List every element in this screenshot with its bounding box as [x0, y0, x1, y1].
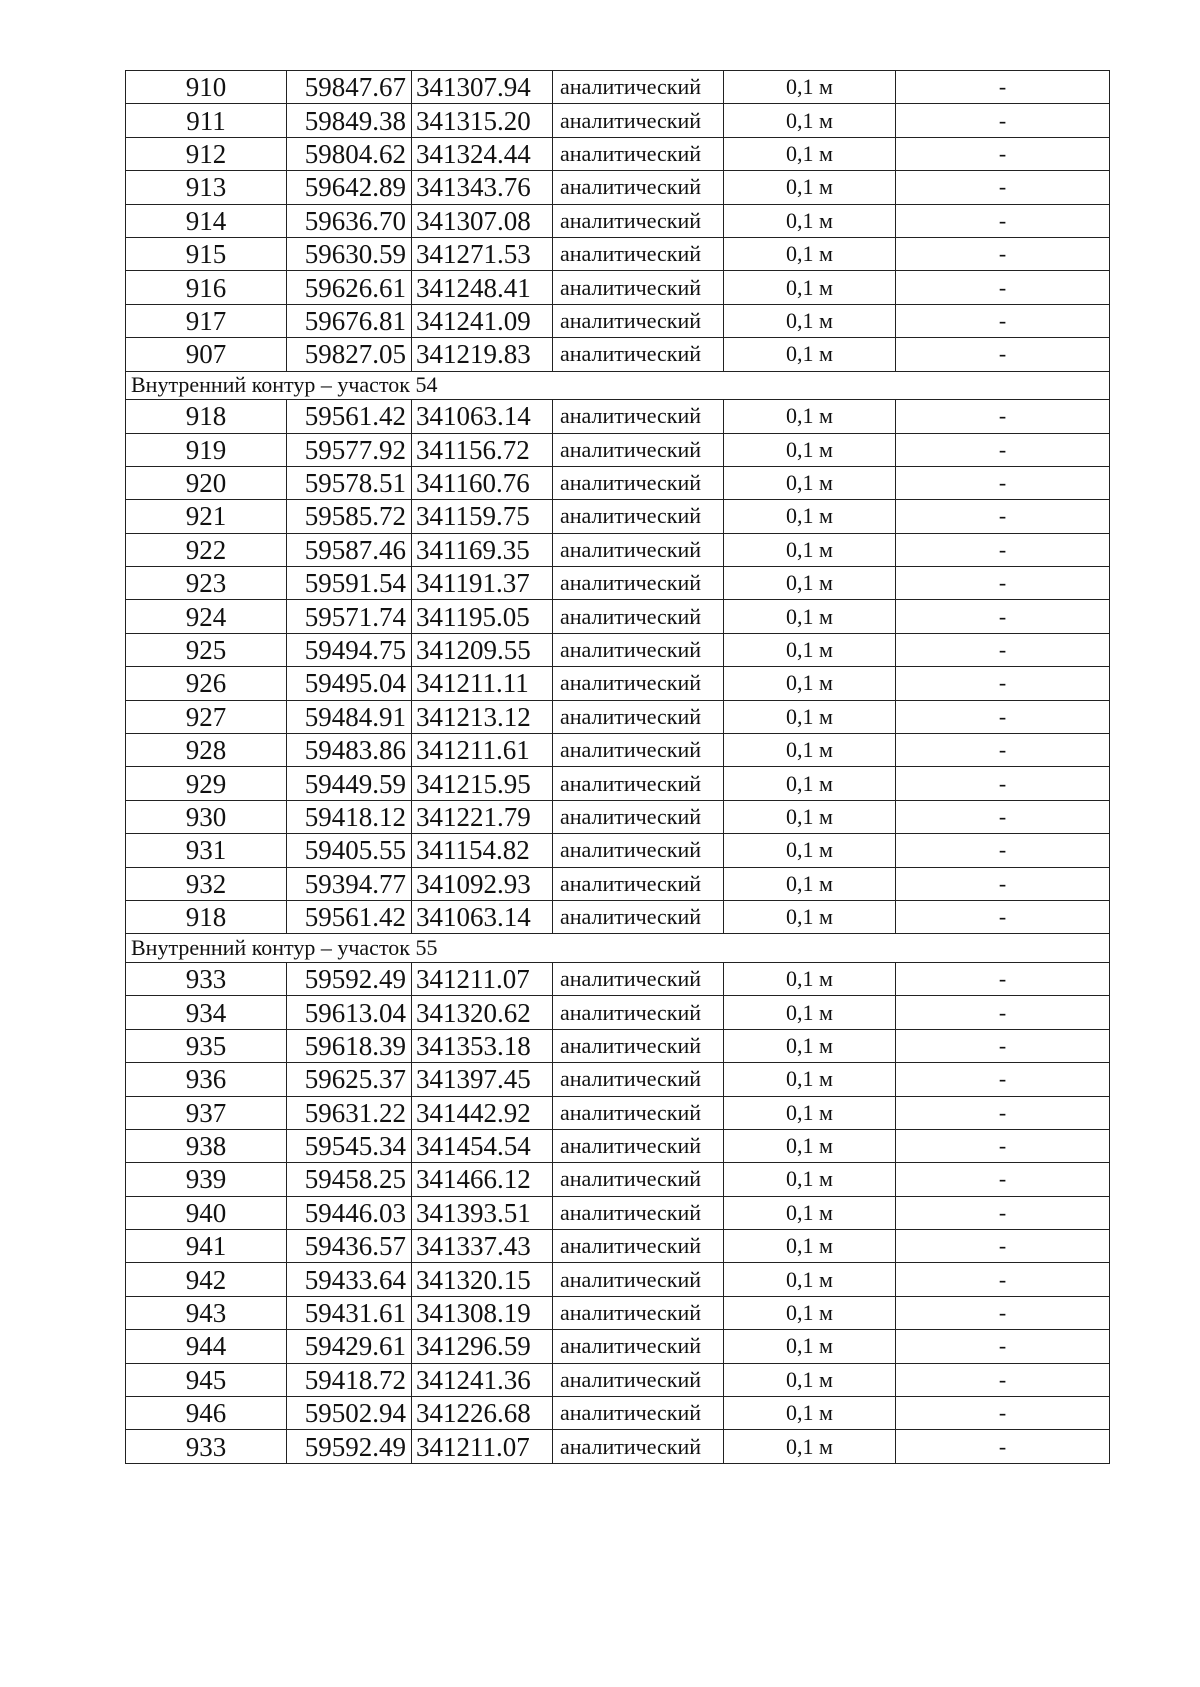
- determination-method-cell: аналитический: [553, 104, 724, 137]
- description-cell: -: [896, 600, 1110, 633]
- y-coordinate-cell: 341211.07: [412, 1430, 553, 1463]
- x-coordinate-cell: 59484.91: [287, 700, 412, 733]
- description-cell: -: [896, 1029, 1110, 1062]
- x-coordinate-cell: 59642.89: [287, 171, 412, 204]
- accuracy-cell: 0,1 м: [724, 900, 896, 933]
- x-coordinate-cell: 59618.39: [287, 1029, 412, 1062]
- accuracy-cell: 0,1 м: [724, 104, 896, 137]
- description-cell: -: [896, 1397, 1110, 1430]
- section-heading: Внутренний контур – участок 54: [126, 371, 1110, 400]
- point-number-cell: 914: [126, 204, 287, 237]
- section-heading: Внутренний контур – участок 55: [126, 934, 1110, 963]
- x-coordinate-cell: 59502.94: [287, 1397, 412, 1430]
- y-coordinate-cell: 341241.36: [412, 1363, 553, 1396]
- accuracy-cell: 0,1 м: [724, 867, 896, 900]
- determination-method-cell: аналитический: [553, 1330, 724, 1363]
- y-coordinate-cell: 341156.72: [412, 433, 553, 466]
- section-heading-row: [126, 934, 1110, 963]
- x-coordinate-cell: 59849.38: [287, 104, 412, 137]
- determination-method-cell: аналитический: [553, 800, 724, 833]
- point-number-cell: 934: [126, 996, 287, 1029]
- table-row: [126, 834, 1110, 867]
- point-number-cell: 910: [126, 71, 287, 104]
- description-cell: -: [896, 466, 1110, 499]
- x-coordinate-cell: 59636.70: [287, 204, 412, 237]
- accuracy-cell: 0,1 м: [724, 533, 896, 566]
- determination-method-cell: аналитический: [553, 237, 724, 270]
- accuracy-cell: 0,1 м: [724, 1029, 896, 1062]
- description-cell: -: [896, 900, 1110, 933]
- point-number-cell: 926: [126, 667, 287, 700]
- point-number-cell: 946: [126, 1397, 287, 1430]
- description-cell: -: [896, 867, 1110, 900]
- table-row: [126, 304, 1110, 337]
- accuracy-cell: 0,1 м: [724, 400, 896, 433]
- determination-method-cell: аналитический: [553, 567, 724, 600]
- table-row: [126, 1330, 1110, 1363]
- description-cell: -: [896, 1430, 1110, 1463]
- y-coordinate-cell: 341159.75: [412, 500, 553, 533]
- table-row: [126, 734, 1110, 767]
- accuracy-cell: 0,1 м: [724, 466, 896, 499]
- accuracy-cell: 0,1 м: [724, 1430, 896, 1463]
- x-coordinate-cell: 59676.81: [287, 304, 412, 337]
- table-row: [126, 700, 1110, 733]
- x-coordinate-cell: 59433.64: [287, 1263, 412, 1296]
- point-number-cell: 927: [126, 700, 287, 733]
- x-coordinate-cell: 59592.49: [287, 1430, 412, 1463]
- y-coordinate-cell: 341213.12: [412, 700, 553, 733]
- determination-method-cell: аналитический: [553, 1363, 724, 1396]
- determination-method-cell: аналитический: [553, 962, 724, 995]
- description-cell: -: [896, 433, 1110, 466]
- description-cell: -: [896, 667, 1110, 700]
- table-row: [126, 1363, 1110, 1396]
- table-row: [126, 600, 1110, 633]
- description-cell: -: [896, 1330, 1110, 1363]
- description-cell: -: [896, 204, 1110, 237]
- determination-method-cell: аналитический: [553, 1129, 724, 1162]
- table-row: [126, 1296, 1110, 1329]
- point-number-cell: 939: [126, 1163, 287, 1196]
- point-number-cell: 933: [126, 1430, 287, 1463]
- determination-method-cell: аналитический: [553, 433, 724, 466]
- x-coordinate-cell: 59827.05: [287, 338, 412, 371]
- description-cell: -: [896, 567, 1110, 600]
- x-coordinate-cell: 59458.25: [287, 1163, 412, 1196]
- determination-method-cell: аналитический: [553, 1063, 724, 1096]
- point-number-cell: 941: [126, 1230, 287, 1263]
- description-cell: -: [896, 237, 1110, 270]
- point-number-cell: 940: [126, 1196, 287, 1229]
- description-cell: -: [896, 338, 1110, 371]
- accuracy-cell: 0,1 м: [724, 1196, 896, 1229]
- x-coordinate-cell: 59429.61: [287, 1330, 412, 1363]
- point-number-cell: 919: [126, 433, 287, 466]
- description-cell: -: [896, 633, 1110, 666]
- determination-method-cell: аналитический: [553, 1029, 724, 1062]
- y-coordinate-cell: 341393.51: [412, 1196, 553, 1229]
- x-coordinate-cell: 59495.04: [287, 667, 412, 700]
- accuracy-cell: 0,1 м: [724, 237, 896, 270]
- accuracy-cell: 0,1 м: [724, 137, 896, 170]
- accuracy-cell: 0,1 м: [724, 1363, 896, 1396]
- accuracy-cell: 0,1 м: [724, 633, 896, 666]
- description-cell: -: [896, 400, 1110, 433]
- x-coordinate-cell: 59577.92: [287, 433, 412, 466]
- accuracy-cell: 0,1 м: [724, 1263, 896, 1296]
- description-cell: -: [896, 71, 1110, 104]
- description-cell: -: [896, 171, 1110, 204]
- determination-method-cell: аналитический: [553, 834, 724, 867]
- determination-method-cell: аналитический: [553, 1163, 724, 1196]
- determination-method-cell: аналитический: [553, 996, 724, 1029]
- y-coordinate-cell: 341160.76: [412, 466, 553, 499]
- determination-method-cell: аналитический: [553, 667, 724, 700]
- point-number-cell: 928: [126, 734, 287, 767]
- description-cell: -: [896, 1163, 1110, 1196]
- accuracy-cell: 0,1 м: [724, 667, 896, 700]
- point-number-cell: 925: [126, 633, 287, 666]
- y-coordinate-cell: 341397.45: [412, 1063, 553, 1096]
- description-cell: -: [896, 137, 1110, 170]
- description-cell: -: [896, 734, 1110, 767]
- table-row: [126, 137, 1110, 170]
- x-coordinate-cell: 59591.54: [287, 567, 412, 600]
- point-number-cell: 936: [126, 1063, 287, 1096]
- table-row: [126, 567, 1110, 600]
- table-row: [126, 1129, 1110, 1162]
- x-coordinate-cell: 59587.46: [287, 533, 412, 566]
- description-cell: -: [896, 1296, 1110, 1329]
- determination-method-cell: аналитический: [553, 600, 724, 633]
- table-row: [126, 1029, 1110, 1062]
- point-number-cell: 918: [126, 400, 287, 433]
- x-coordinate-cell: 59431.61: [287, 1296, 412, 1329]
- x-coordinate-cell: 59571.74: [287, 600, 412, 633]
- determination-method-cell: аналитический: [553, 1263, 724, 1296]
- table-row: [126, 500, 1110, 533]
- point-number-cell: 920: [126, 466, 287, 499]
- table-row: [126, 466, 1110, 499]
- determination-method-cell: аналитический: [553, 1196, 724, 1229]
- accuracy-cell: 0,1 м: [724, 500, 896, 533]
- y-coordinate-cell: 341191.37: [412, 567, 553, 600]
- point-number-cell: 911: [126, 104, 287, 137]
- table-row: [126, 433, 1110, 466]
- table-row: [126, 1163, 1110, 1196]
- point-number-cell: 912: [126, 137, 287, 170]
- table-row: [126, 104, 1110, 137]
- table-row: [126, 204, 1110, 237]
- point-number-cell: 935: [126, 1029, 287, 1062]
- accuracy-cell: 0,1 м: [724, 1230, 896, 1263]
- accuracy-cell: 0,1 м: [724, 600, 896, 633]
- determination-method-cell: аналитический: [553, 137, 724, 170]
- y-coordinate-cell: 341307.94: [412, 71, 553, 104]
- x-coordinate-cell: 59394.77: [287, 867, 412, 900]
- table-row: [126, 996, 1110, 1029]
- determination-method-cell: аналитический: [553, 767, 724, 800]
- description-cell: -: [896, 1063, 1110, 1096]
- x-coordinate-cell: 59483.86: [287, 734, 412, 767]
- section-heading-row: [126, 371, 1110, 400]
- x-coordinate-cell: 59578.51: [287, 466, 412, 499]
- table-row: [126, 900, 1110, 933]
- y-coordinate-cell: 341337.43: [412, 1230, 553, 1263]
- x-coordinate-cell: 59585.72: [287, 500, 412, 533]
- point-number-cell: 931: [126, 834, 287, 867]
- x-coordinate-cell: 59631.22: [287, 1096, 412, 1129]
- accuracy-cell: 0,1 м: [724, 1296, 896, 1329]
- determination-method-cell: аналитический: [553, 900, 724, 933]
- accuracy-cell: 0,1 м: [724, 567, 896, 600]
- determination-method-cell: аналитический: [553, 204, 724, 237]
- x-coordinate-cell: 59625.37: [287, 1063, 412, 1096]
- y-coordinate-cell: 341221.79: [412, 800, 553, 833]
- table-row: [126, 271, 1110, 304]
- point-number-cell: 907: [126, 338, 287, 371]
- determination-method-cell: аналитический: [553, 271, 724, 304]
- table-row: [126, 533, 1110, 566]
- accuracy-cell: 0,1 м: [724, 1163, 896, 1196]
- table-row: [126, 867, 1110, 900]
- description-cell: -: [896, 1230, 1110, 1263]
- point-number-cell: 924: [126, 600, 287, 633]
- y-coordinate-cell: 341307.08: [412, 204, 553, 237]
- accuracy-cell: 0,1 м: [724, 996, 896, 1029]
- determination-method-cell: аналитический: [553, 700, 724, 733]
- accuracy-cell: 0,1 м: [724, 734, 896, 767]
- accuracy-cell: 0,1 м: [724, 304, 896, 337]
- x-coordinate-cell: 59592.49: [287, 962, 412, 995]
- y-coordinate-cell: 341296.59: [412, 1330, 553, 1363]
- description-cell: -: [896, 271, 1110, 304]
- x-coordinate-cell: 59494.75: [287, 633, 412, 666]
- y-coordinate-cell: 341353.18: [412, 1029, 553, 1062]
- accuracy-cell: 0,1 м: [724, 71, 896, 104]
- point-number-cell: 944: [126, 1330, 287, 1363]
- point-number-cell: 917: [126, 304, 287, 337]
- determination-method-cell: аналитический: [553, 400, 724, 433]
- table-row: [126, 1430, 1110, 1463]
- description-cell: -: [896, 800, 1110, 833]
- point-number-cell: 932: [126, 867, 287, 900]
- table-row: [126, 1263, 1110, 1296]
- point-number-cell: 942: [126, 1263, 287, 1296]
- y-coordinate-cell: 341219.83: [412, 338, 553, 371]
- y-coordinate-cell: 341154.82: [412, 834, 553, 867]
- description-cell: -: [896, 533, 1110, 566]
- description-cell: -: [896, 962, 1110, 995]
- x-coordinate-cell: 59405.55: [287, 834, 412, 867]
- determination-method-cell: аналитический: [553, 633, 724, 666]
- y-coordinate-cell: 341454.54: [412, 1129, 553, 1162]
- x-coordinate-cell: 59446.03: [287, 1196, 412, 1229]
- accuracy-cell: 0,1 м: [724, 204, 896, 237]
- accuracy-cell: 0,1 м: [724, 962, 896, 995]
- x-coordinate-cell: 59561.42: [287, 900, 412, 933]
- x-coordinate-cell: 59436.57: [287, 1230, 412, 1263]
- table-row: [126, 667, 1110, 700]
- y-coordinate-cell: 341241.09: [412, 304, 553, 337]
- table-row: [126, 633, 1110, 666]
- accuracy-cell: 0,1 м: [724, 1397, 896, 1430]
- accuracy-cell: 0,1 м: [724, 1129, 896, 1162]
- y-coordinate-cell: 341209.55: [412, 633, 553, 666]
- description-cell: -: [896, 1363, 1110, 1396]
- x-coordinate-cell: 59630.59: [287, 237, 412, 270]
- point-number-cell: 938: [126, 1129, 287, 1162]
- accuracy-cell: 0,1 м: [724, 1063, 896, 1096]
- description-cell: -: [896, 1129, 1110, 1162]
- point-number-cell: 918: [126, 900, 287, 933]
- x-coordinate-cell: 59545.34: [287, 1129, 412, 1162]
- table-row: [126, 767, 1110, 800]
- x-coordinate-cell: 59613.04: [287, 996, 412, 1029]
- description-cell: -: [896, 1196, 1110, 1229]
- description-cell: -: [896, 834, 1110, 867]
- determination-method-cell: аналитический: [553, 304, 724, 337]
- y-coordinate-cell: 341442.92: [412, 1096, 553, 1129]
- x-coordinate-cell: 59418.12: [287, 800, 412, 833]
- point-number-cell: 930: [126, 800, 287, 833]
- determination-method-cell: аналитический: [553, 171, 724, 204]
- point-number-cell: 943: [126, 1296, 287, 1329]
- table-row: [126, 800, 1110, 833]
- description-cell: -: [896, 104, 1110, 137]
- accuracy-cell: 0,1 м: [724, 767, 896, 800]
- y-coordinate-cell: 341315.20: [412, 104, 553, 137]
- table-row: [126, 1096, 1110, 1129]
- point-number-cell: 945: [126, 1363, 287, 1396]
- y-coordinate-cell: 341215.95: [412, 767, 553, 800]
- point-number-cell: 937: [126, 1096, 287, 1129]
- determination-method-cell: аналитический: [553, 734, 724, 767]
- determination-method-cell: аналитический: [553, 466, 724, 499]
- x-coordinate-cell: 59804.62: [287, 137, 412, 170]
- point-number-cell: 922: [126, 533, 287, 566]
- table-row: [126, 338, 1110, 371]
- y-coordinate-cell: 341211.11: [412, 667, 553, 700]
- determination-method-cell: аналитический: [553, 71, 724, 104]
- description-cell: -: [896, 304, 1110, 337]
- determination-method-cell: аналитический: [553, 1397, 724, 1430]
- accuracy-cell: 0,1 м: [724, 171, 896, 204]
- determination-method-cell: аналитический: [553, 1430, 724, 1463]
- y-coordinate-cell: 341211.07: [412, 962, 553, 995]
- y-coordinate-cell: 341343.76: [412, 171, 553, 204]
- x-coordinate-cell: 59449.59: [287, 767, 412, 800]
- table-row: [126, 237, 1110, 270]
- point-number-cell: 923: [126, 567, 287, 600]
- accuracy-cell: 0,1 м: [724, 271, 896, 304]
- y-coordinate-cell: 341063.14: [412, 900, 553, 933]
- y-coordinate-cell: 341195.05: [412, 600, 553, 633]
- y-coordinate-cell: 341211.61: [412, 734, 553, 767]
- table-row: [126, 71, 1110, 104]
- accuracy-cell: 0,1 м: [724, 1330, 896, 1363]
- y-coordinate-cell: 341308.19: [412, 1296, 553, 1329]
- point-number-cell: 921: [126, 500, 287, 533]
- coordinates-table: [125, 70, 1110, 1464]
- table-row: [126, 962, 1110, 995]
- description-cell: -: [896, 500, 1110, 533]
- table-row: [126, 400, 1110, 433]
- y-coordinate-cell: 341169.35: [412, 533, 553, 566]
- determination-method-cell: аналитический: [553, 1296, 724, 1329]
- determination-method-cell: аналитический: [553, 867, 724, 900]
- description-cell: -: [896, 700, 1110, 733]
- y-coordinate-cell: 341324.44: [412, 137, 553, 170]
- description-cell: -: [896, 1263, 1110, 1296]
- table-row: [126, 1196, 1110, 1229]
- determination-method-cell: аналитический: [553, 500, 724, 533]
- description-cell: -: [896, 767, 1110, 800]
- x-coordinate-cell: 59847.67: [287, 71, 412, 104]
- coordinates-table-body: [126, 71, 1110, 1464]
- y-coordinate-cell: 341248.41: [412, 271, 553, 304]
- point-number-cell: 933: [126, 962, 287, 995]
- accuracy-cell: 0,1 м: [724, 433, 896, 466]
- table-row: [126, 1230, 1110, 1263]
- determination-method-cell: аналитический: [553, 1096, 724, 1129]
- table-row: [126, 171, 1110, 204]
- accuracy-cell: 0,1 м: [724, 700, 896, 733]
- determination-method-cell: аналитический: [553, 533, 724, 566]
- point-number-cell: 916: [126, 271, 287, 304]
- table-row: [126, 1397, 1110, 1430]
- y-coordinate-cell: 341320.15: [412, 1263, 553, 1296]
- point-number-cell: 913: [126, 171, 287, 204]
- y-coordinate-cell: 341320.62: [412, 996, 553, 1029]
- accuracy-cell: 0,1 м: [724, 834, 896, 867]
- point-number-cell: 915: [126, 237, 287, 270]
- y-coordinate-cell: 341466.12: [412, 1163, 553, 1196]
- description-cell: -: [896, 996, 1110, 1029]
- determination-method-cell: аналитический: [553, 338, 724, 371]
- x-coordinate-cell: 59626.61: [287, 271, 412, 304]
- y-coordinate-cell: 341092.93: [412, 867, 553, 900]
- x-coordinate-cell: 59561.42: [287, 400, 412, 433]
- table-row: [126, 1063, 1110, 1096]
- x-coordinate-cell: 59418.72: [287, 1363, 412, 1396]
- y-coordinate-cell: 341226.68: [412, 1397, 553, 1430]
- determination-method-cell: аналитический: [553, 1230, 724, 1263]
- accuracy-cell: 0,1 м: [724, 1096, 896, 1129]
- accuracy-cell: 0,1 м: [724, 800, 896, 833]
- y-coordinate-cell: 341063.14: [412, 400, 553, 433]
- point-number-cell: 929: [126, 767, 287, 800]
- description-cell: -: [896, 1096, 1110, 1129]
- y-coordinate-cell: 341271.53: [412, 237, 553, 270]
- accuracy-cell: 0,1 м: [724, 338, 896, 371]
